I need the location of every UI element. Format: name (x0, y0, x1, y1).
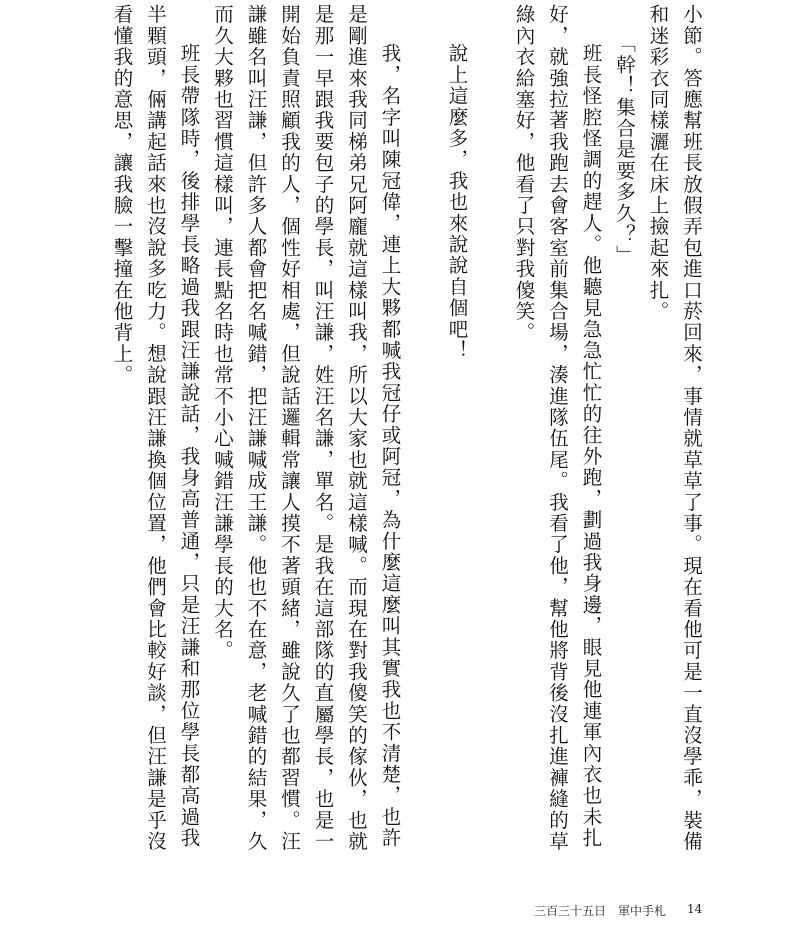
paragraph-dialogue: 「幹！集合是要多久？」 (613, 33, 636, 267)
blank-line (407, 4, 441, 864)
book-title-footer: 三百三十五日 軍中手札 (534, 904, 667, 918)
vertical-text-body (110, 4, 708, 864)
paragraph-lineup: 班長帶隊時，後排學長略過我跟汪謙說話，我身高普通，只是汪謙和那位學長都高過我半顆頭，倆講起話來也沒說多吃力。想說跟汪謙換個位置，他們會比較好談，但汪謙是乎沒看懂我的意思，讓我臉一擊撞在他背上。 (110, 4, 201, 852)
page-footer (0, 900, 788, 920)
paragraph-self-introduction: 我，名字叫陳冠偉，連上大夥都喊我冠仔或阿冠，為什麼這麼叫其實我也不清楚，也許是剛進來我同梯弟兄阿龐就這樣叫我，所以大家也就這樣喊。而現在對我傻笑的傢伙，也就是那一早跟我要包子的學長，叫汪謙，姓汪名謙，單名。是我在這部隊的直屬學長，也是一開始負責照顧我的人，個性好相處，但說話邏輯常讓人摸不著頭緒，雖說久了也都習慣。汪謙雖名叫汪謙，但許多人都會把名喊錯，把汪謙喊成王謙。他也不在意，老喊錯的結果，久而久大夥也習慣這樣叫，連長點名時也常不小心喊錯汪謙學長的大名。 (211, 4, 402, 852)
paragraph-transition: 說上這麼多，我也來說說自個吧！ (445, 43, 469, 361)
page-number: 14 (687, 902, 703, 916)
paragraph-narration: 班長怪腔怪調的趕人。他聽見急急忙忙的往外跑，劃過我身邊，眼見他連軍內衣也未扎好，就強拉著我跑去會客室前集合場，湊進隊伍尾。我看了他，幫他將背後沒扎進褲縫的草綠內衣給塞好，他看了只對我傻笑。 (512, 4, 603, 852)
paragraph-continuation: 小節。答應幫班長放假弄包進口菸回來，事情就草草了事。現在看他可是一直沒學乖，裝備和迷彩衣同樣灑在床上撿起來扎。 (646, 4, 703, 852)
blank-line (474, 4, 508, 864)
